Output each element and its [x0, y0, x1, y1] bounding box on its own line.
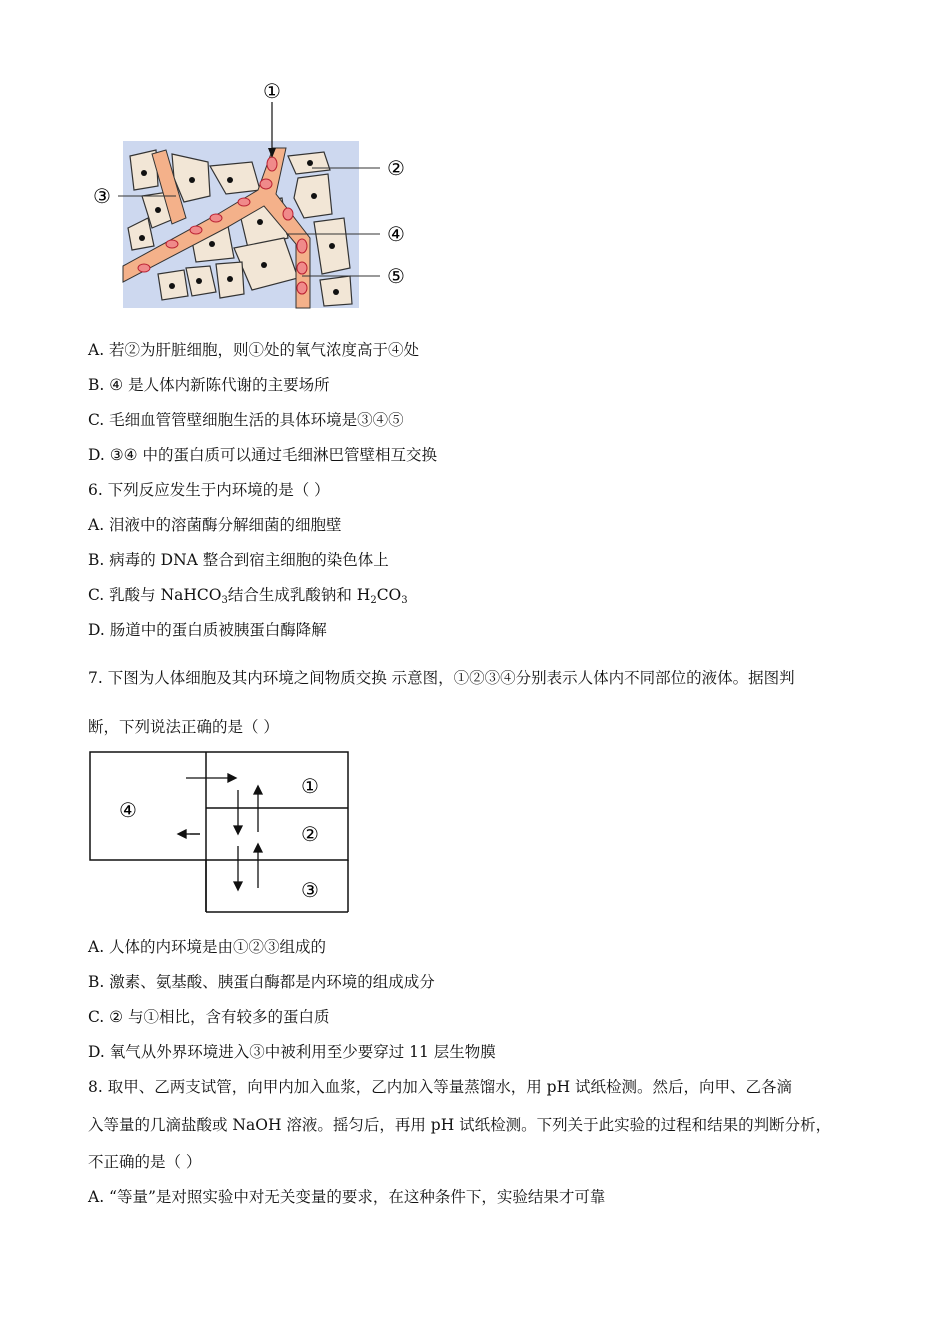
- label-5: ⑤: [387, 264, 405, 288]
- fig2-label-1: ①: [301, 774, 319, 798]
- q6-option-c: [88, 585, 408, 608]
- q8-option-a: A. “等量”是对照实验中对无关变量的要求，在这种条件下，实验结果才可靠: [88, 1188, 606, 1206]
- fig2-label-2: ②: [301, 822, 319, 846]
- q6-c-sub1: 3: [221, 595, 228, 606]
- q6-option-d: D. 肠道中的蛋白质被胰蛋白酶降解: [88, 621, 327, 639]
- q7-option-d: D. 氧气从外界环境进入③中被利用至少要穿过 11 层生物膜: [88, 1043, 496, 1061]
- q7-option-b: B. 激素、氨基酸、胰蛋白酶都是内环境的组成成分: [88, 973, 435, 991]
- label-4: ④: [387, 222, 405, 246]
- q6-c-text1: C. 乳酸与 NaHCO: [88, 586, 222, 604]
- q6-c-sub3: 3: [401, 595, 408, 606]
- q6-option-b: B. 病毒的 DNA 整合到宿主细胞的染色体上: [88, 551, 389, 569]
- label-1: ①: [263, 79, 281, 103]
- q6-stem: 6. 下列反应发生于内环境的是（ ）: [88, 481, 330, 499]
- q7-stem-line2: 断，下列说法正确的是（ ）: [88, 718, 279, 736]
- q8-stem-line1: 8. 取甲、乙两支试管，向甲内加入血浆，乙内加入等量蒸馏水，用 pH 试纸检测。然后，向甲、乙各滴: [88, 1078, 793, 1096]
- q6-c-sub2: 2: [370, 595, 377, 606]
- fig2-label-3: ③: [301, 878, 319, 902]
- q8-stem-line3: 不正确的是（ ）: [88, 1153, 202, 1171]
- q6-option-a: A. 泪液中的溶菌酶分解细菌的细胞壁: [88, 516, 342, 534]
- fluid-exchange-diagram: [88, 750, 354, 916]
- q5-option-a: A. 若②为肝脏细胞，则①处的氧气浓度高于④处: [88, 341, 420, 359]
- q5-option-d: D. ③④ 中的蛋白质可以通过毛细淋巴管壁相互交换: [88, 446, 437, 464]
- q7-stem-line1: 7. 下图为人体细胞及其内环境之间物质交换 示意图，①②③④分别表示人体内不同部位的液体。据图判: [88, 669, 795, 687]
- q8-stem-line2: 入等量的几滴盐酸或 NaOH 溶液。摇匀后，再用 pH 试纸检测。下列关于此实验的过程和结果的判断分析，: [88, 1116, 832, 1134]
- q5-option-b: B. ④ 是人体内新陈代谢的主要场所: [88, 376, 330, 394]
- tissue-diagram: [88, 78, 408, 313]
- q6-c-text3: CO: [376, 586, 402, 604]
- q6-c-text2: 结合生成乳酸钠和 H: [227, 586, 371, 604]
- fig2-label-4: ④: [119, 798, 137, 822]
- q7-option-c: C. ② 与①相比，含有较多的蛋白质: [88, 1008, 330, 1026]
- q5-option-c: C. 毛细血管管壁细胞生活的具体环境是③④⑤: [88, 411, 404, 429]
- label-3: ③: [93, 184, 111, 208]
- label-2: ②: [387, 156, 405, 180]
- q7-option-a: A. 人体的内环境是由①②③组成的: [88, 938, 327, 956]
